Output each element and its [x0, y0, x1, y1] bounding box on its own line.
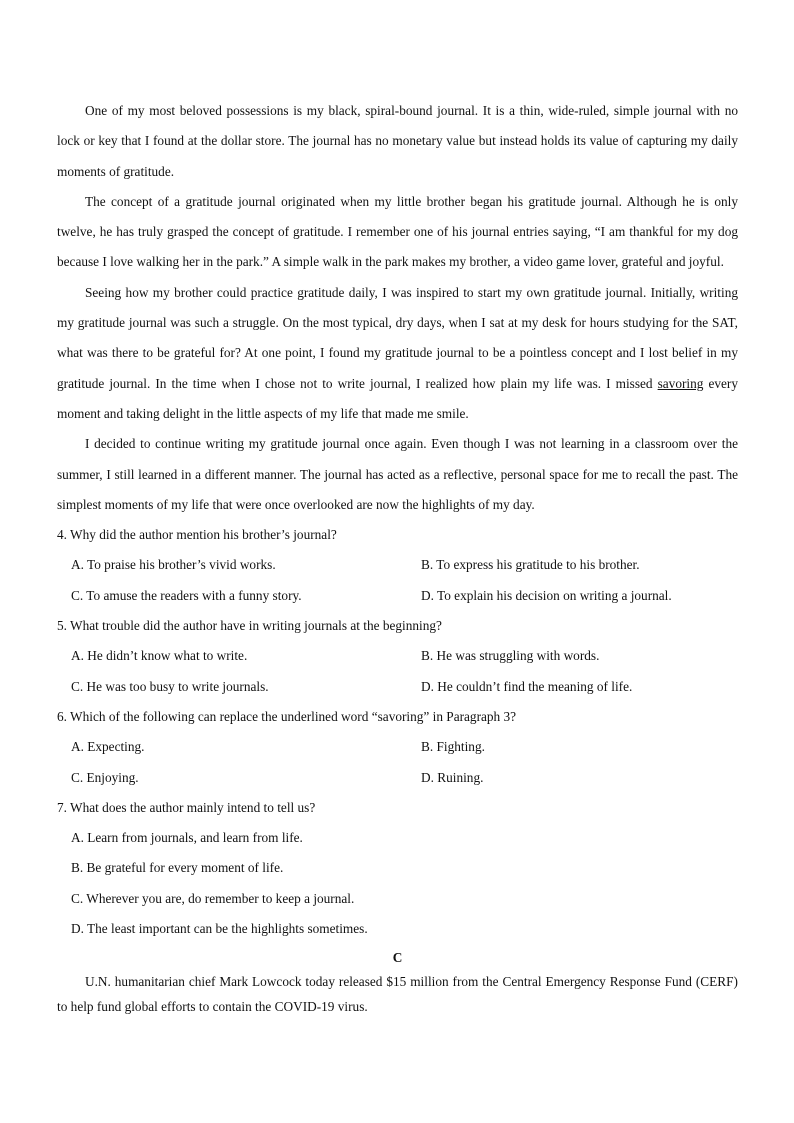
- question-6-options-row-2: [57, 763, 738, 793]
- question-5-options-row-2: [57, 672, 738, 702]
- passage-paragraph-3: [57, 278, 738, 429]
- question-7-option-b[interactable]: B. Be grateful for every moment of life.: [71, 860, 284, 876]
- question-5-option-c[interactable]: C. He was too busy to write journals.: [71, 678, 269, 694]
- passage-paragraph-3-end: every moment and taking delight in the little aspects of my life that made me smile.: [57, 375, 738, 421]
- question-4-options-row-2: [57, 581, 738, 611]
- question-4-option-b[interactable]: B. To express his gratitude to his brother.: [421, 557, 640, 573]
- passage-paragraph-2: The concept of a gratitude journal originated when my little brother began his gratitude journal. Although he is only twelve, he has truly grasped the concept of gratitude. I remember one of his journal entries saying, “I am thankful for my dog because I love walking her in the park.” A simple walk in the park makes my brother, a video game lover, grateful and joyful.: [57, 193, 738, 270]
- document-page: [57, 0, 738, 1019]
- section-c-paragraph-1: U.N. humanitarian chief Mark Lowcock today released $15 million from the Central Emergency Response Fund (CERF) to help fund global efforts to contain the COVID-19 virus.: [57, 974, 738, 1015]
- passage-paragraph-3-start: Seeing how my brother could practice gratitude daily, I was inspired to start my own gratitude journal. Initially, writing my gratitude journal was such a struggle. On the most typical, dry days, when I sat at my desk for hours studying for the SAT, what was there to be grateful for? At one point, I found my gratitude journal to be a pointless concept and I lost belief in my gratitude journal. In the time when I chose not to write journal, I realized how plain my life was. I missed: [57, 284, 738, 391]
- section-c-heading: C: [392, 950, 403, 966]
- question-7-option-d[interactable]: D. The least important can be the highlights sometimes.: [71, 921, 368, 937]
- question-7-option-a[interactable]: A. Learn from journals, and learn from life.: [71, 830, 303, 846]
- question-4-stem: 4. Why did the author mention his brother’s journal?: [57, 527, 337, 543]
- question-4-option-a[interactable]: A. To praise his brother’s vivid works.: [71, 557, 276, 573]
- passage-paragraph-4: I decided to continue writing my gratitude journal once again. Even though I was not learning in a classroom over the summer, I still learned in a different manner. The journal has acted as a reflective, personal space for me to recall the past. The simplest moments of my life that were once overlooked are now the highlights of my day.: [57, 436, 738, 512]
- question-6-option-b[interactable]: B. Fighting.: [421, 739, 485, 755]
- question-5-stem: 5. What trouble did the author have in writing journals at the beginning?: [57, 618, 442, 634]
- question-5-option-b[interactable]: B. He was struggling with words.: [421, 648, 600, 664]
- question-5-option-d[interactable]: D. He couldn’t find the meaning of life.: [421, 678, 633, 694]
- question-4-options-row-1: [57, 550, 738, 580]
- question-6-option-d[interactable]: D. Ruining.: [421, 769, 484, 785]
- question-6-stem: 6. Which of the following can replace the underlined word “savoring” in Paragraph 3?: [57, 708, 517, 724]
- question-6-option-c[interactable]: C. Enjoying.: [71, 769, 139, 785]
- question-6: [57, 702, 738, 793]
- passage-paragraph-1: One of my most beloved possessions is my black, spiral-bound journal. It is a thin, wide-ruled, simple journal with no lock or key that I found at the dollar store. The journal has no monetary value but instead holds its value of capturing my daily moments of gratitude.: [57, 103, 738, 179]
- question-4-option-d[interactable]: D. To explain his decision on writing a journal.: [421, 587, 672, 603]
- underlined-word: savoring: [657, 375, 704, 391]
- question-4-option-c[interactable]: C. To amuse the readers with a funny story.: [71, 587, 302, 603]
- question-7-stem: 7. What does the author mainly intend to tell us?: [57, 799, 316, 815]
- question-5-option-a[interactable]: A. He didn’t know what to write.: [71, 648, 248, 664]
- question-7: [57, 793, 738, 944]
- question-5-options-row-1: [57, 641, 738, 671]
- question-6-options-row-1: [57, 732, 738, 762]
- question-6-option-a[interactable]: A. Expecting.: [71, 739, 145, 755]
- question-7-option-c[interactable]: C. Wherever you are, do remember to keep a journal.: [71, 890, 355, 906]
- question-4: [57, 520, 738, 611]
- question-5: [57, 611, 738, 702]
